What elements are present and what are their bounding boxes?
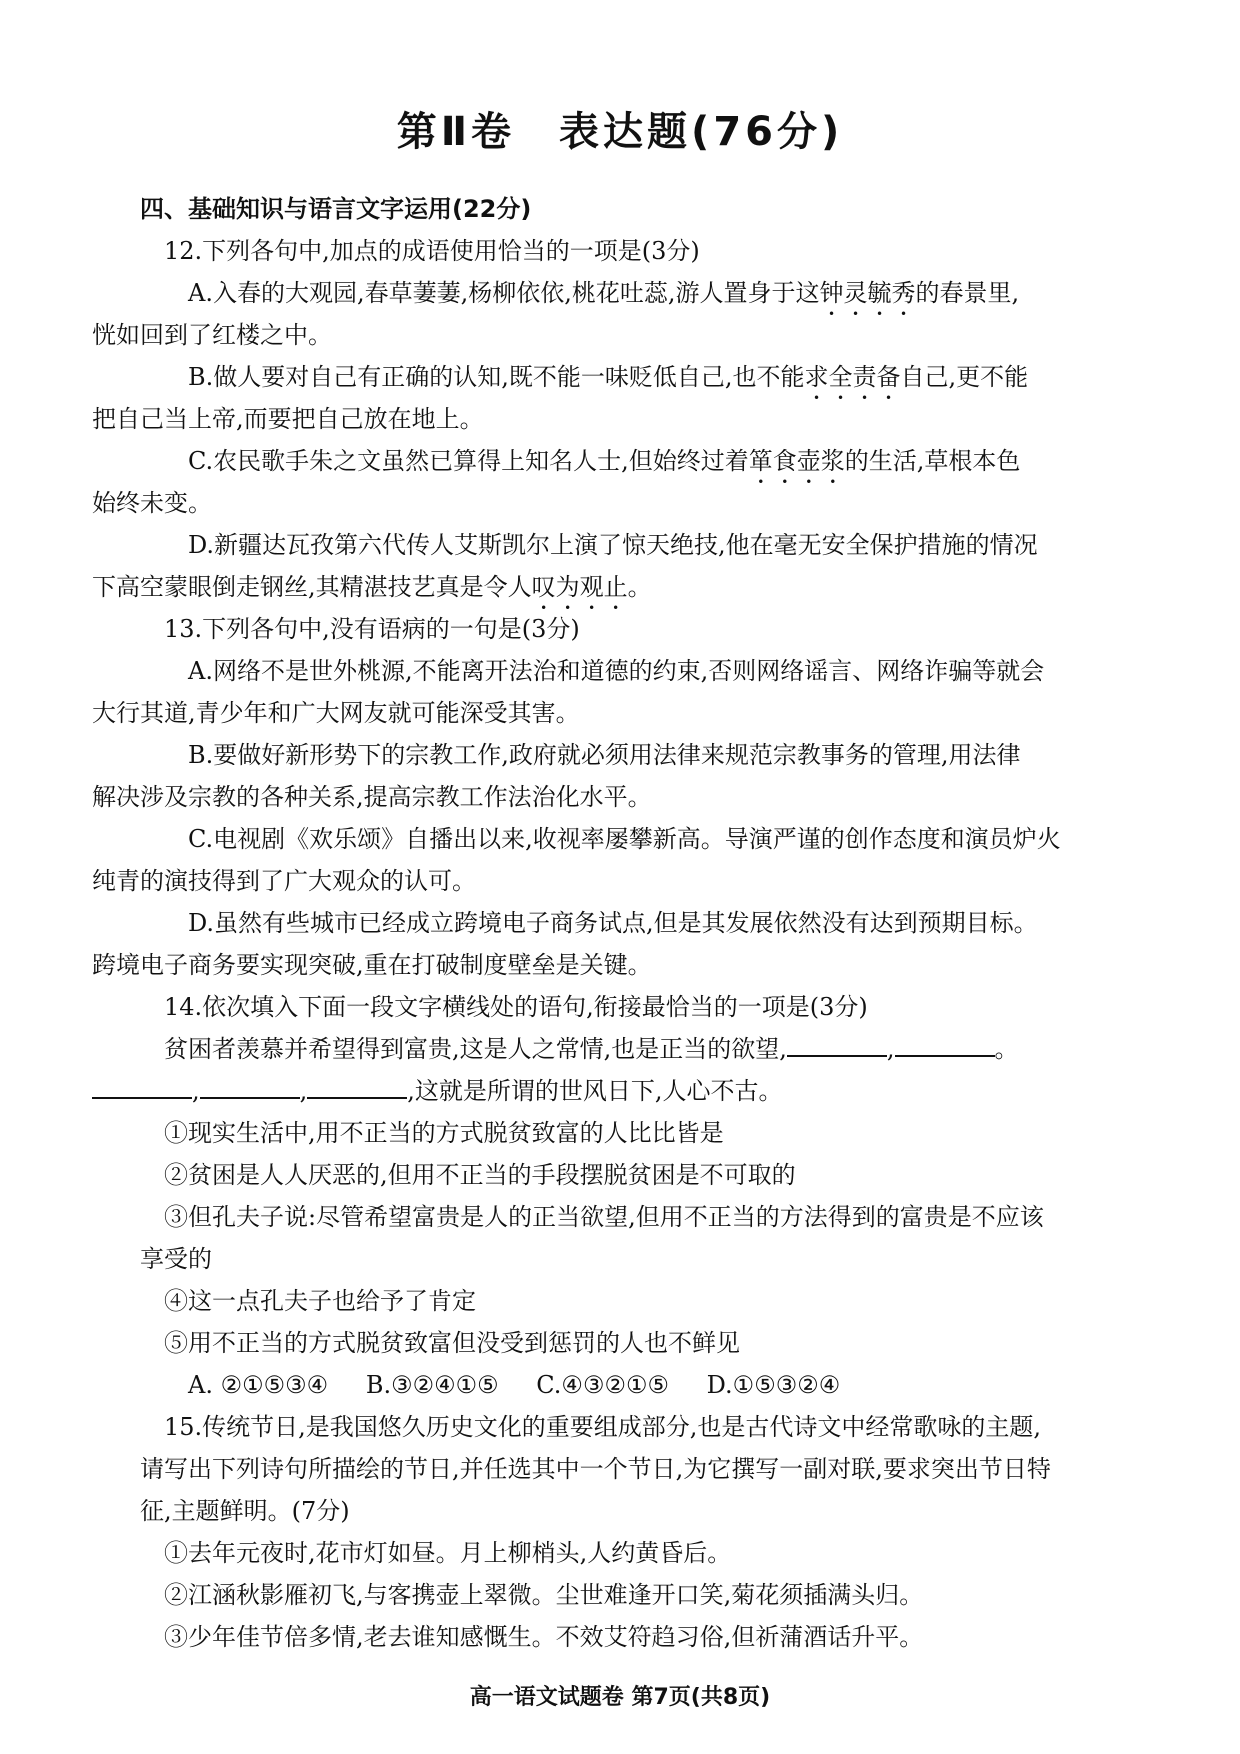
q12-option-a: A.入春的大观园,春草萋萋,杨柳依依,桃花吐蕊,游人置身于这钟灵毓秀的春景里, — [188, 279, 1020, 307]
q15-stem-cont: 请写出下列诗句所描绘的节日,并任选其中一个节日,为它撰写一副对联,要求突出节日特 — [140, 1455, 1051, 1483]
q12-option-a-cont: 恍如回到了红楼之中。 — [92, 321, 332, 349]
q12-option-c-cont: 始终未变。 — [92, 489, 212, 517]
q14-option-a: A. ②①⑤③④ — [188, 1371, 329, 1399]
q14-item-cont: 享受的 — [140, 1245, 212, 1273]
q12-stem: 12.下列各句中,加点的成语使用恰当的一项是(3分) — [164, 237, 700, 265]
q12-option-b-cont: 把自己当上帝,而要把自己放在地上。 — [92, 405, 484, 433]
q14-option-c: C.④③②①⑤ — [536, 1371, 670, 1399]
q12-option-c: C.农民歌手朱之文虽然已算得上知名人士,但始终过着箪食壶浆的生活,草根本色 — [188, 447, 1021, 475]
q12-option-b: B.做人要对自己有正确的认知,既不能一味贬低自己,也不能求全责备自己,更不能 — [188, 363, 1029, 391]
answer-blank[interactable] — [307, 1077, 407, 1099]
q12-d-idiom: 叹为观止 — [531, 573, 628, 601]
q13-option-c-cont: 纯青的演技得到了广大观众的认可。 — [92, 867, 476, 895]
q13-option-d: D.虽然有些城市已经成立跨境电子商务试点,但是其发展依然没有达到预期目标。 — [188, 909, 1038, 937]
q15-stem: 15.传统节日,是我国悠久历史文化的重要组成部分,也是古代诗文中经常歌咏的主题, — [164, 1413, 1042, 1441]
q15-poem: ②江涵秋影雁初飞,与客携壶上翠微。尘世难逢开口笑,菊花须插满头归。 — [164, 1581, 924, 1609]
answer-blank[interactable] — [92, 1077, 192, 1099]
q14-option-b: B.③②④①⑤ — [365, 1371, 499, 1399]
answer-blank[interactable] — [895, 1035, 995, 1057]
q12-option-d-cont: 下高空蒙眼倒走钢丝,其精湛技艺真是令人叹为观止。 — [92, 573, 652, 601]
q12-b-idiom: 求全责备 — [804, 363, 901, 391]
q12-c-idiom: 箪食壶浆 — [748, 447, 845, 475]
q12-a-idiom: 钟灵毓秀 — [819, 279, 916, 307]
q14-item: ④这一点孔夫子也给予了肯定 — [164, 1287, 476, 1315]
q15-stem-cont: 征,主题鲜明。(7分) — [140, 1497, 350, 1525]
q13-stem: 13.下列各句中,没有语病的一句是(3分) — [164, 615, 580, 643]
section-heading: 四、基础知识与语言文字运用(22分) — [140, 195, 532, 223]
q15-poem: ①去年元夜时,花市灯如昼。月上柳梢头,人约黄昏后。 — [164, 1539, 732, 1567]
q12-option-d: D.新疆达瓦孜第六代传人艾斯凯尔上演了惊天绝技,他在毫无安全保护措施的情况 — [188, 531, 1038, 559]
q14-passage-line2: , , ,这就是所谓的世风日下,人心不古。 — [92, 1070, 1152, 1112]
q14-item: ⑤用不正当的方式脱贫致富但没受到惩罚的人也不鲜见 — [164, 1329, 740, 1357]
q13-option-c: C.电视剧《欢乐颂》自播出以来,收视率屡攀新高。导演严谨的创作态度和演员炉火 — [188, 825, 1061, 853]
q13-option-a: A.网络不是世外桃源,不能离开法治和道德的约束,否则网络谣言、网络诈骗等就会 — [188, 657, 1045, 685]
answer-blank[interactable] — [787, 1035, 887, 1057]
page-title: 第Ⅱ卷 表达题(76分) — [396, 109, 844, 155]
q13-option-d-cont: 跨境电子商务要实现突破,重在打破制度壁垒是关键。 — [92, 951, 652, 979]
q15-poem: ③少年佳节倍多情,老去谁知感慨生。不效艾符趋习俗,但祈蒲酒话升平。 — [164, 1623, 924, 1651]
q13-option-a-cont: 大行其道,青少年和广大网友就可能深受其害。 — [92, 699, 580, 727]
exam-content — [92, 188, 1152, 1658]
answer-blank[interactable] — [200, 1077, 300, 1099]
q14-option-d: D.①⑤③②④ — [706, 1371, 841, 1399]
q14-stem: 14.依次填入下面一段文字横线处的语句,衔接最恰当的一项是(3分) — [164, 993, 868, 1021]
q14-item: ①现实生活中,用不正当的方式脱贫致富的人比比皆是 — [164, 1119, 724, 1147]
page-footer: 高一语文试题卷 第7页(共8页) — [469, 1685, 771, 1710]
q13-option-b-cont: 解决涉及宗教的各种关系,提高宗教工作法治化水平。 — [92, 783, 652, 811]
q13-option-b: B.要做好新形势下的宗教工作,政府就必须用法律来规范宗教事务的管理,用法律 — [188, 741, 1021, 769]
q14-item: ③但孔夫子说:尽管希望富贵是人的正当欲望,但用不正当的方法得到的富贵是不应该 — [164, 1203, 1044, 1231]
q14-passage-line1: 贫困者羡慕并希望得到富贵,这是人之常情,也是正当的欲望, , 。 — [164, 1035, 1019, 1063]
q14-options — [92, 1364, 1152, 1406]
q14-item: ②贫困是人人厌恶的,但用不正当的手段摆脱贫困是不可取的 — [164, 1161, 796, 1189]
